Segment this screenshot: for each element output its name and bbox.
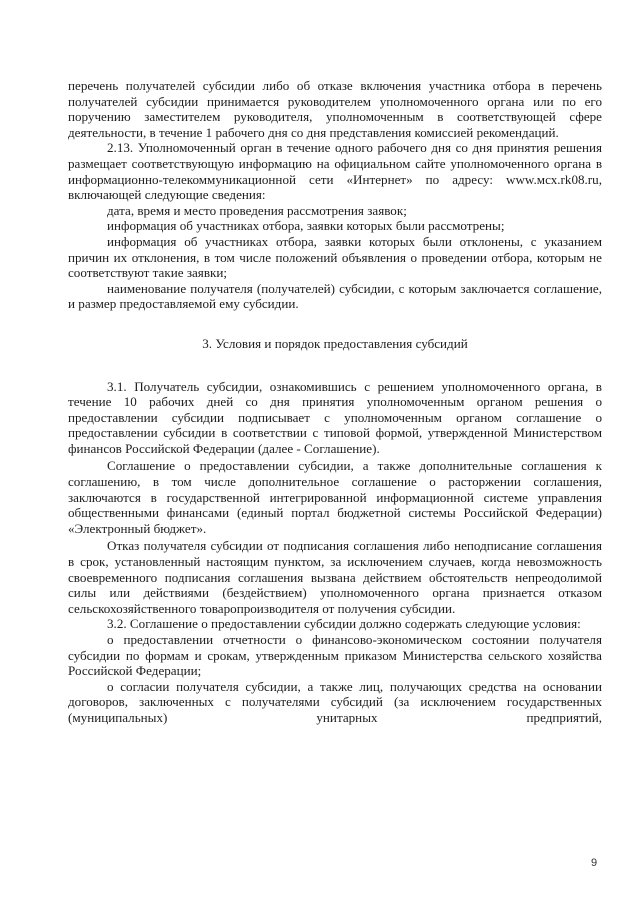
- list-item-recipient-name: наименование получателя (получателей) субсидии, с которым заключается соглашение, и размер предоставляемой ему субсидии.: [68, 280, 602, 312]
- page-content: [68, 78, 602, 726]
- paragraph-refusal: Отказ получателя субсидии от подписания соглашения либо неподписание соглашения в срок, установленный настоящим пунктом, за исключением случаев, когда невозможность своевременного подписания соглашения вызвана действием обстоятельств непреодолимой силы или действиями (бездействием) уполномоченного органа признается отказом сельскохозяйственного товаропроизводителя от получения субсидии.: [68, 538, 602, 616]
- paragraph-2-13: 2.13. Уполномоченный орган в течение одного рабочего дня со дня принятия решения размещает соответствующую информацию на официальном сайте уполномоченного органа в информационно-телекоммуникационной сети «Интернет» по адресу: www.мсх.rk08.ru, включающей следующие сведения:: [68, 140, 602, 203]
- paragraph-3-2: 3.2. Соглашение о предоставлении субсидии должно содержать следующие условия:: [107, 616, 581, 632]
- list-item-reporting: о предоставлении отчетности о финансово-экономическом состоянии получателя субсидии по формам и срокам, утвержденным приказом Министерства сельского хозяйства Российской Федерации;: [68, 632, 602, 679]
- list-item-consent: о согласии получателя субсидии, а также лиц, получающих средства на основании договоров, заключенных с получателями субсидий (за исключением государственных (муниципальных) унитарных предприятий,: [68, 678, 602, 725]
- list-item-rejected-participants: информация об участниках отбора, заявки которых были отклонены, с указанием причин их отклонения, в том числе положений объявления о проведении отбора, которым не соответствуют такие заявки;: [68, 233, 602, 281]
- section-heading: 3. Условия и порядок предоставления субсидий: [202, 335, 468, 351]
- list-item-date-time-place: дата, время и место проведения рассмотрения заявок;: [107, 202, 407, 218]
- paragraph-continuation: перечень получателей субсидии либо об отказе включения участника отбора в перечень получателей субсидии принимается руководителем уполномоченного органа или по его поручению заместителем руководителя, уполномоченным в соответствующей сфере деятельности, в течение 1 рабочего дня со дня представления комиссией рекомендаций.: [68, 78, 602, 140]
- paragraph-3-1: 3.1. Получатель субсидии, ознакомившись с решением уполномоченного органа, в течение 10 рабочих дней со дня принятия уполномоченным органом решения о предоставлении субсидии подписывает с уполномоченным органом соглашение о предоставлении субсидии в соответствии с типовой формой, утвержденной Министерством финансов Российской Федерации (далее - Соглашение).: [68, 378, 602, 456]
- list-item-reviewed-participants: информация об участниках отбора, заявки которых были рассмотрены;: [107, 218, 505, 234]
- paragraph-agreement-electronic-budget: Соглашение о предоставлении субсидии, а также дополнительные соглашения к соглашению, в том числе дополнительное соглашение о расторжении соглашения, заключаются в государственной интегрированной информационной системе управления общественными финансами (единый портал бюджетной системы Российской Федерации) «Электронный бюджет».: [68, 458, 602, 536]
- page-number: 9: [591, 857, 598, 869]
